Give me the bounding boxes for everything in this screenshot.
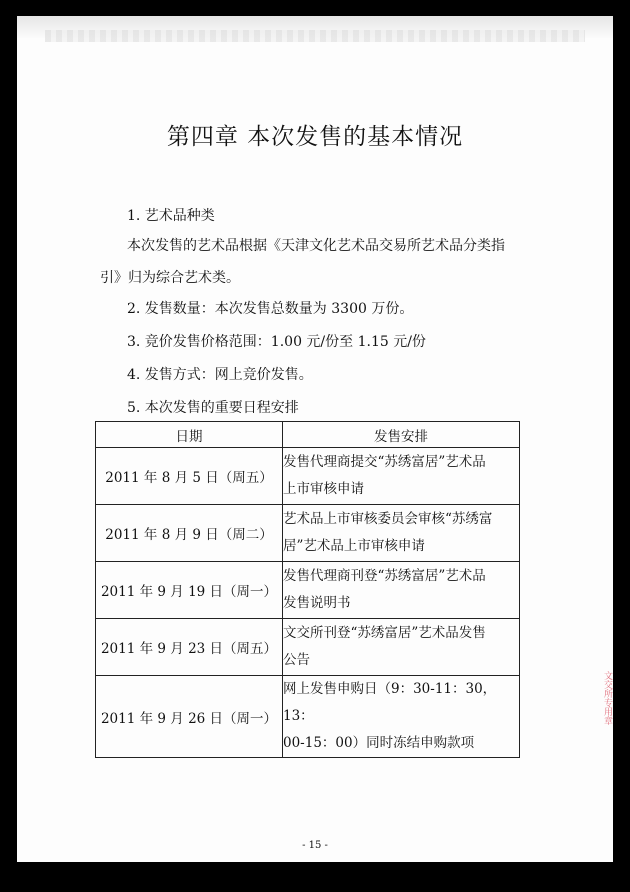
row-date: 2011 年 8 月 9 日（周二）: [96, 505, 283, 562]
row-date: 2011 年 9 月 23 日（周五）: [96, 619, 283, 676]
row-plan-line-2: 发售说明书: [283, 595, 351, 611]
table-row: [96, 619, 520, 676]
row-date: 2011 年 8 月 5 日（周五）: [96, 448, 283, 505]
table-header-row: [96, 422, 520, 448]
table-row: [96, 562, 520, 619]
schedule-table: [95, 421, 520, 758]
item-5-schedule-heading: 5. 本次发售的重要日程安排: [127, 400, 299, 416]
table-row: [96, 676, 520, 758]
row-plan: [283, 676, 520, 758]
header-plan: 发售安排: [283, 422, 520, 448]
document-page: [17, 16, 613, 862]
row-date: 2011 年 9 月 26 日（周一）: [96, 676, 283, 758]
row-plan: [283, 448, 520, 505]
table-row: [96, 505, 520, 562]
page-number: - 15 -: [302, 840, 328, 851]
item-1-heading: 1. 艺术品种类: [127, 208, 215, 224]
item-1-body-line-1: 本次发售的艺术品根据《天津文化艺术品交易所艺术品分类指: [127, 238, 505, 254]
item-3-price-range: 3. 竞价发售价格范围：1.00 元/份至 1.15 元/份: [127, 334, 426, 350]
header-date: 日期: [96, 422, 283, 448]
red-seal-stamp: 文交所专用章: [602, 671, 612, 725]
row-plan-line-1: 网上发售申购日（9：30-11：30，13：: [283, 681, 497, 724]
row-date: 2011 年 9 月 19 日（周一）: [96, 562, 283, 619]
row-plan-line-2: 00-15：00）同时冻结申购款项: [283, 735, 475, 751]
row-plan-line-2: 居”艺术品上市审核申请: [283, 538, 425, 554]
row-plan-line-1: 艺术品上市审核委员会审核“苏绣富: [283, 511, 493, 527]
table-row: [96, 448, 520, 505]
item-2-quantity: 2. 发售数量：本次发售总数量为 3300 万份。: [127, 301, 414, 317]
row-plan-line-1: 发售代理商提交“苏绣富居”艺术品: [283, 454, 486, 470]
row-plan: [283, 505, 520, 562]
row-plan: [283, 619, 520, 676]
row-plan-line-2: 上市审核申请: [283, 481, 364, 497]
chapter-title: 第四章 本次发售的基本情况: [166, 124, 464, 150]
row-plan-line-1: 文交所刊登“苏绣富居”艺术品发售: [283, 625, 486, 641]
scan-bleed-through: [45, 30, 585, 42]
row-plan-line-2: 公告: [283, 652, 310, 668]
row-plan: [283, 562, 520, 619]
row-plan-line-1: 发售代理商刊登“苏绣富居”艺术品: [283, 568, 486, 584]
item-1-body-line-2: 引》归为综合艺术类。: [100, 270, 240, 286]
item-4-method: 4. 发售方式：网上竞价发售。: [127, 367, 313, 383]
